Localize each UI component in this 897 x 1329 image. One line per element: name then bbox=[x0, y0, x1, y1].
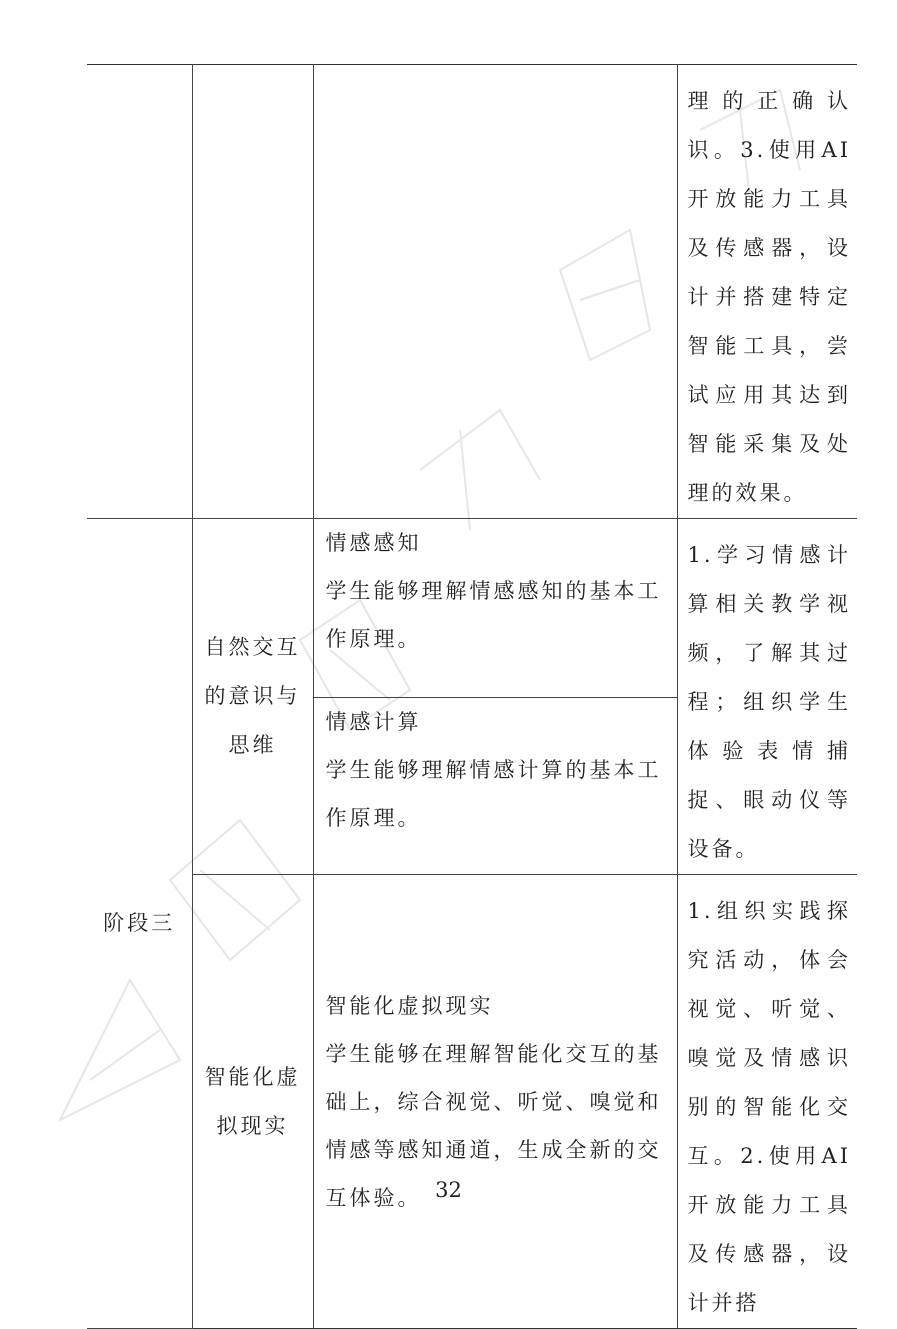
topic-cell bbox=[192, 875, 313, 1329]
content-title: 情感感知 bbox=[325, 531, 422, 555]
topic-cell bbox=[192, 519, 313, 875]
content-cell bbox=[313, 698, 677, 875]
curriculum-table bbox=[87, 64, 857, 1329]
topic-label: 智能化虚拟现实 bbox=[204, 1064, 301, 1138]
activity-text: 1.组织实践探究活动，体会视觉、听觉、嗅觉及情感识别的智能化交互。2.使用AI开放能力工具及传感器，设计并搭 bbox=[687, 899, 851, 1315]
topic-label: 自然交互的意识与思维 bbox=[204, 635, 301, 757]
topic-cell-empty bbox=[192, 65, 313, 519]
activity-text: 1.学习情感计算相关教学视频，了解其过程；组织学生体验表情捕捉、眼动仪等设备。 bbox=[687, 543, 851, 861]
table-row bbox=[87, 519, 857, 698]
table-row bbox=[87, 65, 857, 519]
content-desc: 学生能够理解情感计算的基本工作原理。 bbox=[325, 758, 662, 831]
content-desc: 学生能够在理解智能化交互的基础上，综合视觉、听觉、嗅觉和情感等感知通道，生成全新的交互体验。 bbox=[325, 1041, 662, 1210]
table-row bbox=[87, 875, 857, 1329]
content-cell bbox=[313, 519, 677, 698]
content-desc: 学生能够理解情感感知的基本工作原理。 bbox=[325, 579, 662, 651]
stage-cell bbox=[87, 519, 192, 1329]
content-cell-empty bbox=[313, 65, 677, 519]
stage-label: 阶段三 bbox=[103, 911, 176, 935]
content-title: 智能化虚拟现实 bbox=[325, 993, 494, 1018]
activity-cell bbox=[677, 65, 857, 519]
activity-cell bbox=[677, 519, 857, 875]
page-number: 32 bbox=[435, 1178, 462, 1202]
activity-text: 理的正确认识。3.使用AI开放能力工具及传感器，设计并搭建特定智能工具，尝试应用其达到智能采集及处理的效果。 bbox=[687, 89, 851, 505]
stage-cell-empty bbox=[87, 65, 192, 519]
activity-cell bbox=[677, 875, 857, 1329]
content-cell bbox=[313, 875, 677, 1329]
content-title: 情感计算 bbox=[325, 710, 422, 735]
